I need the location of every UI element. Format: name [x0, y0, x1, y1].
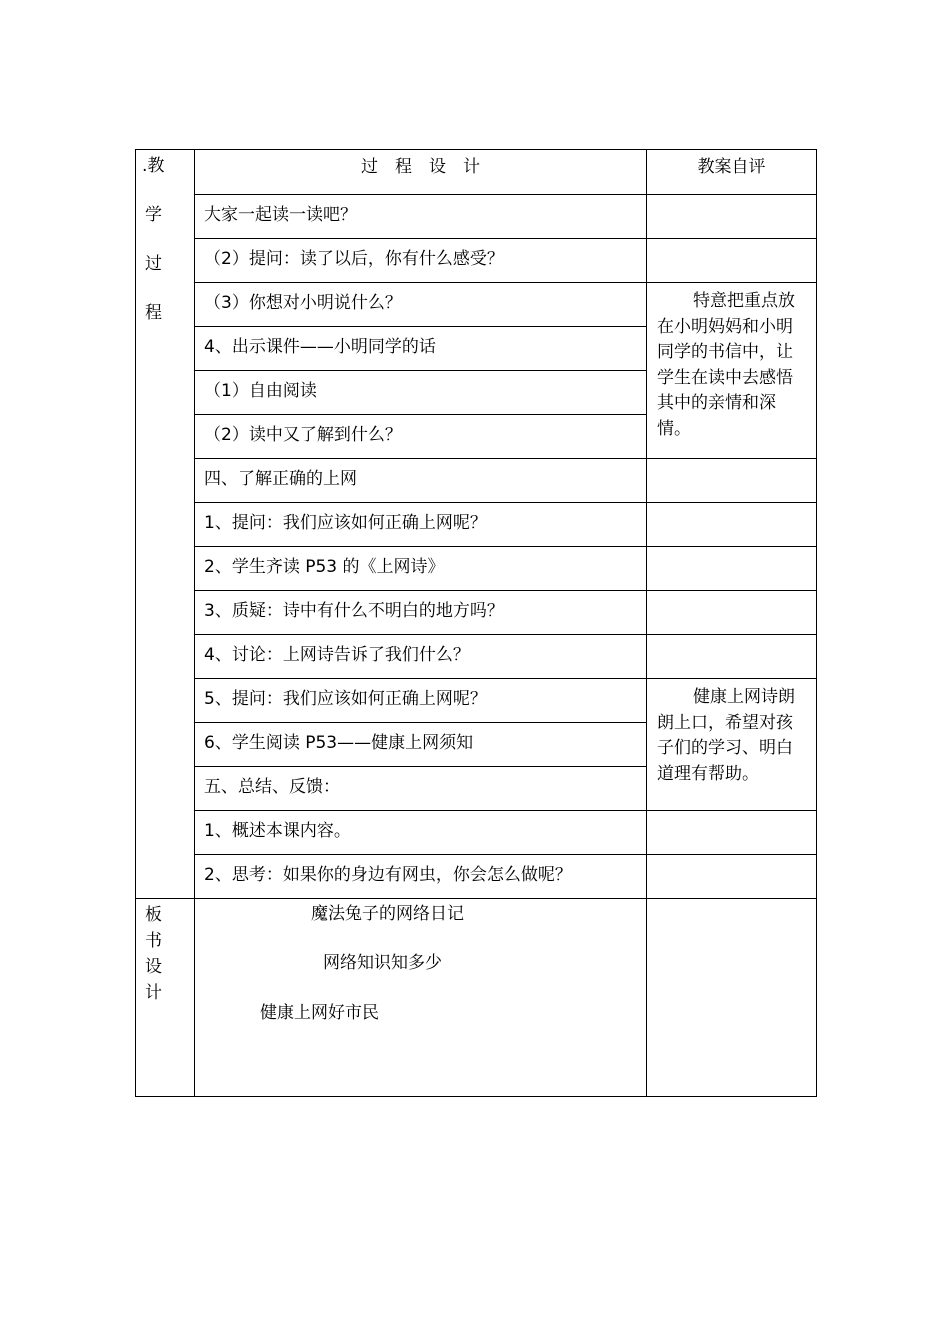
comment-cell-empty: [647, 855, 817, 899]
board-design-row: [136, 899, 817, 1097]
step-cell: 2、思考：如果你的身边有网虫，你会怎么做呢？: [195, 855, 647, 899]
table-row: [136, 635, 817, 679]
step-cell: 2、学生齐读 P53 的《上网诗》: [195, 547, 647, 591]
comment-text: 特意把重点放在小明妈妈和小明同学的书信中，让学生在读中去感悟其中的亲情和深情。: [657, 291, 795, 439]
step-cell: （1）自由阅读: [195, 371, 647, 415]
comment-cell: [647, 679, 817, 811]
table-row: [136, 283, 817, 327]
comment-cell-empty: [647, 591, 817, 635]
label-char: 板: [145, 905, 162, 925]
board-line: 健康上网好市民: [260, 1003, 379, 1023]
comment-cell-empty: [647, 547, 817, 591]
comment-cell-empty: [647, 239, 817, 283]
comment-cell-empty: [647, 811, 817, 855]
step-cell: 4、讨论：上网诗告诉了我们什么？: [195, 635, 647, 679]
comment-cell: [647, 283, 817, 459]
comment-cell-empty: [647, 635, 817, 679]
teaching-process-label: [136, 150, 195, 899]
step-cell: 5、提问：我们应该如何正确上网呢？: [195, 679, 647, 723]
table-row: [136, 547, 817, 591]
step-cell: 6、学生阅读 P53——健康上网须知: [195, 723, 647, 767]
comment-text: 健康上网诗朗朗上口，希望对孩子们的学习、明白道理有帮助。: [657, 687, 795, 784]
lesson-plan-table: [135, 149, 817, 1097]
label-char: 程: [145, 303, 162, 323]
board-comment-cell: [647, 899, 817, 1097]
board-design-label: [136, 899, 195, 1097]
board-content-cell: [195, 899, 647, 1097]
board-title: 魔法兔子的网络日记: [311, 904, 464, 924]
step-cell: 四、了解正确的上网: [195, 459, 647, 503]
label-char: 过: [145, 254, 162, 274]
step-cell: 4、出示课件——小明同学的话: [195, 327, 647, 371]
label-char: .教: [142, 156, 165, 176]
label-char: 设: [145, 957, 162, 977]
process-design-header: 过 程 设 计: [195, 150, 647, 195]
label-char: 学: [145, 205, 162, 225]
table-row: [136, 239, 817, 283]
comment-cell-empty: [647, 459, 817, 503]
board-line: 网络知识知多少: [323, 953, 442, 973]
header-row: [136, 150, 817, 195]
step-cell: （3）你想对小明说什么？: [195, 283, 647, 327]
step-cell: 1、概述本课内容。: [195, 811, 647, 855]
comment-cell-empty: [647, 503, 817, 547]
comment-cell-empty: [647, 195, 817, 239]
self-evaluation-header: 教案自评: [647, 150, 817, 195]
table-row: [136, 195, 817, 239]
label-char: 计: [145, 983, 162, 1003]
table-row: [136, 503, 817, 547]
table-row: [136, 811, 817, 855]
table-row: [136, 679, 817, 723]
label-char: 书: [145, 931, 162, 951]
table-row: [136, 591, 817, 635]
step-cell: （2）提问：读了以后，你有什么感受？: [195, 239, 647, 283]
step-cell: 大家一起读一读吧？: [195, 195, 647, 239]
table-row: [136, 855, 817, 899]
step-cell: （2）读中又了解到什么？: [195, 415, 647, 459]
step-cell: 五、总结、反馈：: [195, 767, 647, 811]
table-row: [136, 459, 817, 503]
step-cell: 1、提问：我们应该如何正确上网呢？: [195, 503, 647, 547]
step-cell: 3、质疑：诗中有什么不明白的地方吗？: [195, 591, 647, 635]
